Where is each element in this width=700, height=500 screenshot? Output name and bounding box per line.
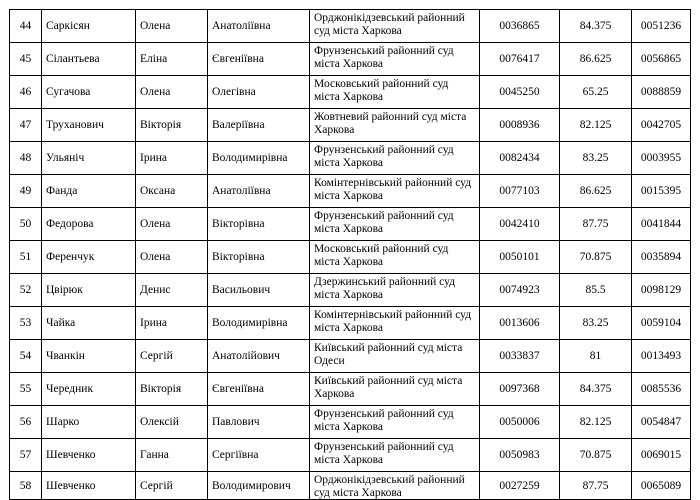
surname-cell: Шевченко bbox=[42, 439, 136, 472]
patronymic-cell: Сергіївна bbox=[208, 439, 310, 472]
first-name-cell: Олена bbox=[136, 208, 208, 241]
patronymic-cell: Володимирівна bbox=[208, 307, 310, 340]
surname-cell: Чайка bbox=[42, 307, 136, 340]
code-cell: 0033837 bbox=[480, 340, 560, 373]
code-cell: 0077103 bbox=[480, 175, 560, 208]
id-cell: 0042705 bbox=[632, 109, 691, 142]
score-cell: 70.875 bbox=[560, 439, 632, 472]
id-cell: 0041844 bbox=[632, 208, 691, 241]
code-cell: 0050983 bbox=[480, 439, 560, 472]
court-cell: Орджонікідзевський районний суд міста Харкова bbox=[310, 472, 480, 500]
row-number: 49 bbox=[10, 175, 42, 208]
surname-cell: Чередник bbox=[42, 373, 136, 406]
court-cell: Дзержинський районний суд міста Харкова bbox=[310, 274, 480, 307]
surname-cell: Ульяніч bbox=[42, 142, 136, 175]
patronymic-cell: Володимирівна bbox=[208, 142, 310, 175]
code-cell: 0050006 bbox=[480, 406, 560, 439]
code-cell: 0050101 bbox=[480, 241, 560, 274]
table-body bbox=[10, 10, 691, 500]
court-cell: Московський районний суд міста Харкова bbox=[310, 241, 480, 274]
score-cell: 84.375 bbox=[560, 10, 632, 43]
first-name-cell: Олена bbox=[136, 76, 208, 109]
surname-cell: Федорова bbox=[42, 208, 136, 241]
table-row bbox=[10, 175, 691, 208]
court-cell: Жовтневий районний суд міста Харкова bbox=[310, 109, 480, 142]
first-name-cell: Олена bbox=[136, 241, 208, 274]
patronymic-cell: Вікторівна bbox=[208, 241, 310, 274]
code-cell: 0027259 bbox=[480, 472, 560, 500]
court-cell: Комінтернівський районний суд міста Харкова bbox=[310, 307, 480, 340]
table-row bbox=[10, 373, 691, 406]
patronymic-cell: Анатоліївна bbox=[208, 175, 310, 208]
table-row bbox=[10, 307, 691, 340]
court-cell: Київський районний суд міста Одеси bbox=[310, 340, 480, 373]
patronymic-cell: Вікторівна bbox=[208, 208, 310, 241]
court-cell: Фрунзенський районний суд міста Харкова bbox=[310, 439, 480, 472]
court-cell: Фрунзенський районний суд міста Харкова bbox=[310, 43, 480, 76]
score-cell: 86.625 bbox=[560, 175, 632, 208]
table-row bbox=[10, 43, 691, 76]
candidates-table bbox=[9, 9, 691, 500]
row-number: 47 bbox=[10, 109, 42, 142]
id-cell: 0003955 bbox=[632, 142, 691, 175]
row-number: 45 bbox=[10, 43, 42, 76]
patronymic-cell: Анатоліївна bbox=[208, 10, 310, 43]
surname-cell: Саркісян bbox=[42, 10, 136, 43]
patronymic-cell: Валеріївна bbox=[208, 109, 310, 142]
code-cell: 0045250 bbox=[480, 76, 560, 109]
first-name-cell: Олена bbox=[136, 10, 208, 43]
code-cell: 0036865 bbox=[480, 10, 560, 43]
surname-cell: Чванкін bbox=[42, 340, 136, 373]
first-name-cell: Вікторія bbox=[136, 109, 208, 142]
id-cell: 0056865 bbox=[632, 43, 691, 76]
row-number: 50 bbox=[10, 208, 42, 241]
id-cell: 0054847 bbox=[632, 406, 691, 439]
table-row bbox=[10, 10, 691, 43]
id-cell: 0059104 bbox=[632, 307, 691, 340]
patronymic-cell: Васильович bbox=[208, 274, 310, 307]
id-cell: 0088859 bbox=[632, 76, 691, 109]
surname-cell: Труханович bbox=[42, 109, 136, 142]
score-cell: 83.25 bbox=[560, 142, 632, 175]
patronymic-cell: Павлович bbox=[208, 406, 310, 439]
row-number: 57 bbox=[10, 439, 42, 472]
court-cell: Орджонікідзевський районний суд міста Харкова bbox=[310, 10, 480, 43]
patronymic-cell: Володимирович bbox=[208, 472, 310, 500]
code-cell: 0008936 bbox=[480, 109, 560, 142]
table-row bbox=[10, 76, 691, 109]
score-cell: 82.125 bbox=[560, 109, 632, 142]
score-cell: 84.375 bbox=[560, 373, 632, 406]
code-cell: 0082434 bbox=[480, 142, 560, 175]
first-name-cell: Ірина bbox=[136, 142, 208, 175]
row-number: 44 bbox=[10, 10, 42, 43]
court-cell: Фрунзенський районний суд міста Харкова bbox=[310, 142, 480, 175]
table-row bbox=[10, 142, 691, 175]
row-number: 48 bbox=[10, 142, 42, 175]
first-name-cell: Сергій bbox=[136, 472, 208, 500]
surname-cell: Ференчук bbox=[42, 241, 136, 274]
court-cell: Фрунзенський районний суд міста Харкова bbox=[310, 406, 480, 439]
table-row bbox=[10, 241, 691, 274]
table-row bbox=[10, 439, 691, 472]
id-cell: 0069015 bbox=[632, 439, 691, 472]
surname-cell: Сілантьева bbox=[42, 43, 136, 76]
row-number: 46 bbox=[10, 76, 42, 109]
code-cell: 0074923 bbox=[480, 274, 560, 307]
id-cell: 0065089 bbox=[632, 472, 691, 500]
court-cell: Московський районний суд міста Харкова bbox=[310, 76, 480, 109]
first-name-cell: Денис bbox=[136, 274, 208, 307]
patronymic-cell: Євгеніївна bbox=[208, 43, 310, 76]
patronymic-cell: Євгеніївна bbox=[208, 373, 310, 406]
score-cell: 87.75 bbox=[560, 472, 632, 500]
court-cell: Київський районний суд міста Харкова bbox=[310, 373, 480, 406]
surname-cell: Цвірюк bbox=[42, 274, 136, 307]
row-number: 53 bbox=[10, 307, 42, 340]
first-name-cell: Вікторія bbox=[136, 373, 208, 406]
code-cell: 0076417 bbox=[480, 43, 560, 76]
id-cell: 0098129 bbox=[632, 274, 691, 307]
row-number: 51 bbox=[10, 241, 42, 274]
first-name-cell: Олексій bbox=[136, 406, 208, 439]
score-cell: 82.125 bbox=[560, 406, 632, 439]
id-cell: 0015395 bbox=[632, 175, 691, 208]
table-row bbox=[10, 340, 691, 373]
table-row bbox=[10, 208, 691, 241]
patronymic-cell: Олегівна bbox=[208, 76, 310, 109]
surname-cell: Сугачова bbox=[42, 76, 136, 109]
first-name-cell: Оксана bbox=[136, 175, 208, 208]
table-row bbox=[10, 109, 691, 142]
row-number: 52 bbox=[10, 274, 42, 307]
score-cell: 87.75 bbox=[560, 208, 632, 241]
id-cell: 0035894 bbox=[632, 241, 691, 274]
patronymic-cell: Анатолійович bbox=[208, 340, 310, 373]
surname-cell: Шарко bbox=[42, 406, 136, 439]
id-cell: 0051236 bbox=[632, 10, 691, 43]
score-cell: 85.5 bbox=[560, 274, 632, 307]
surname-cell: Фанда bbox=[42, 175, 136, 208]
score-cell: 86.625 bbox=[560, 43, 632, 76]
row-number: 55 bbox=[10, 373, 42, 406]
first-name-cell: Сергій bbox=[136, 340, 208, 373]
surname-cell: Шевченко bbox=[42, 472, 136, 500]
row-number: 54 bbox=[10, 340, 42, 373]
first-name-cell: Еліна bbox=[136, 43, 208, 76]
first-name-cell: Ірина bbox=[136, 307, 208, 340]
table-row bbox=[10, 274, 691, 307]
court-cell: Комінтернівський районний суд міста Харкова bbox=[310, 175, 480, 208]
first-name-cell: Ганна bbox=[136, 439, 208, 472]
code-cell: 0097368 bbox=[480, 373, 560, 406]
table-row bbox=[10, 406, 691, 439]
id-cell: 0013493 bbox=[632, 340, 691, 373]
id-cell: 0085536 bbox=[632, 373, 691, 406]
score-cell: 65.25 bbox=[560, 76, 632, 109]
row-number: 56 bbox=[10, 406, 42, 439]
row-number: 58 bbox=[10, 472, 42, 500]
score-cell: 81 bbox=[560, 340, 632, 373]
score-cell: 70.875 bbox=[560, 241, 632, 274]
code-cell: 0042410 bbox=[480, 208, 560, 241]
court-cell: Фрунзенський районний суд міста Харкова bbox=[310, 208, 480, 241]
score-cell: 83.25 bbox=[560, 307, 632, 340]
code-cell: 0013606 bbox=[480, 307, 560, 340]
